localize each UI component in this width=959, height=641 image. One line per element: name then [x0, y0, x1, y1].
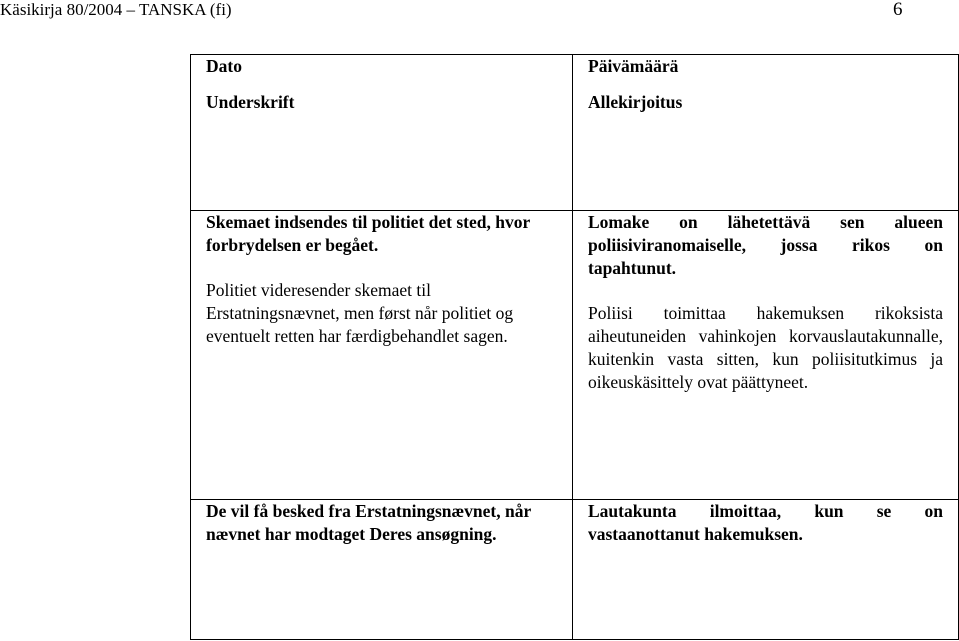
document-title: Käsikirja 80/2004 – TANSKA (fi)	[0, 0, 232, 19]
signature-row	[191, 55, 959, 211]
submission-instruction-danish: Skemaet indsendes til politiet det sted, hvor forbrydelsen er begået.	[206, 212, 530, 255]
notice-cell-danish	[191, 500, 573, 640]
submission-cell-danish	[191, 211, 573, 500]
date-label-finnish: Päivämäärä	[588, 56, 679, 76]
notice-text-danish: De vil få besked fra Erstatningsnævnet, når nævnet har modtaget Deres ansøgning.	[206, 501, 531, 544]
bilingual-table	[190, 54, 959, 640]
signature-label-danish: Underskrift	[206, 92, 295, 112]
notice-cell-finnish	[573, 500, 959, 640]
notice-row	[191, 500, 959, 640]
submission-row	[191, 211, 959, 500]
page-header	[0, 0, 959, 24]
forwarding-note-finnish: Poliisi toimittaa hakemuksen rikoksista aiheutuneiden vahinkojen korvauslautakunnalle, kuitenkin vasta sitten, kun poliisitutkimus ja oikeuskäsittely ovat päättyneet.	[588, 303, 943, 392]
signature-cell-danish	[191, 55, 573, 211]
notice-text-finnish: Lautakunta ilmoittaa, kun se on vastaanottanut hakemuksen.	[588, 501, 943, 544]
date-label-danish: Dato	[206, 56, 242, 76]
page-number: 6	[893, 0, 903, 20]
signature-cell-finnish	[573, 55, 959, 211]
signature-label-finnish: Allekirjoitus	[588, 92, 683, 112]
forwarding-note-danish: Politiet videresender skemaet til Erstatningsnævnet, men først når politiet og eventuelt retten har færdigbehandlet sagen.	[206, 280, 514, 346]
submission-cell-finnish	[573, 211, 959, 500]
submission-instruction-finnish: Lomake on lähetettävä sen alueen poliisiviranomaiselle, jossa rikos on tapahtunut.	[588, 212, 943, 278]
